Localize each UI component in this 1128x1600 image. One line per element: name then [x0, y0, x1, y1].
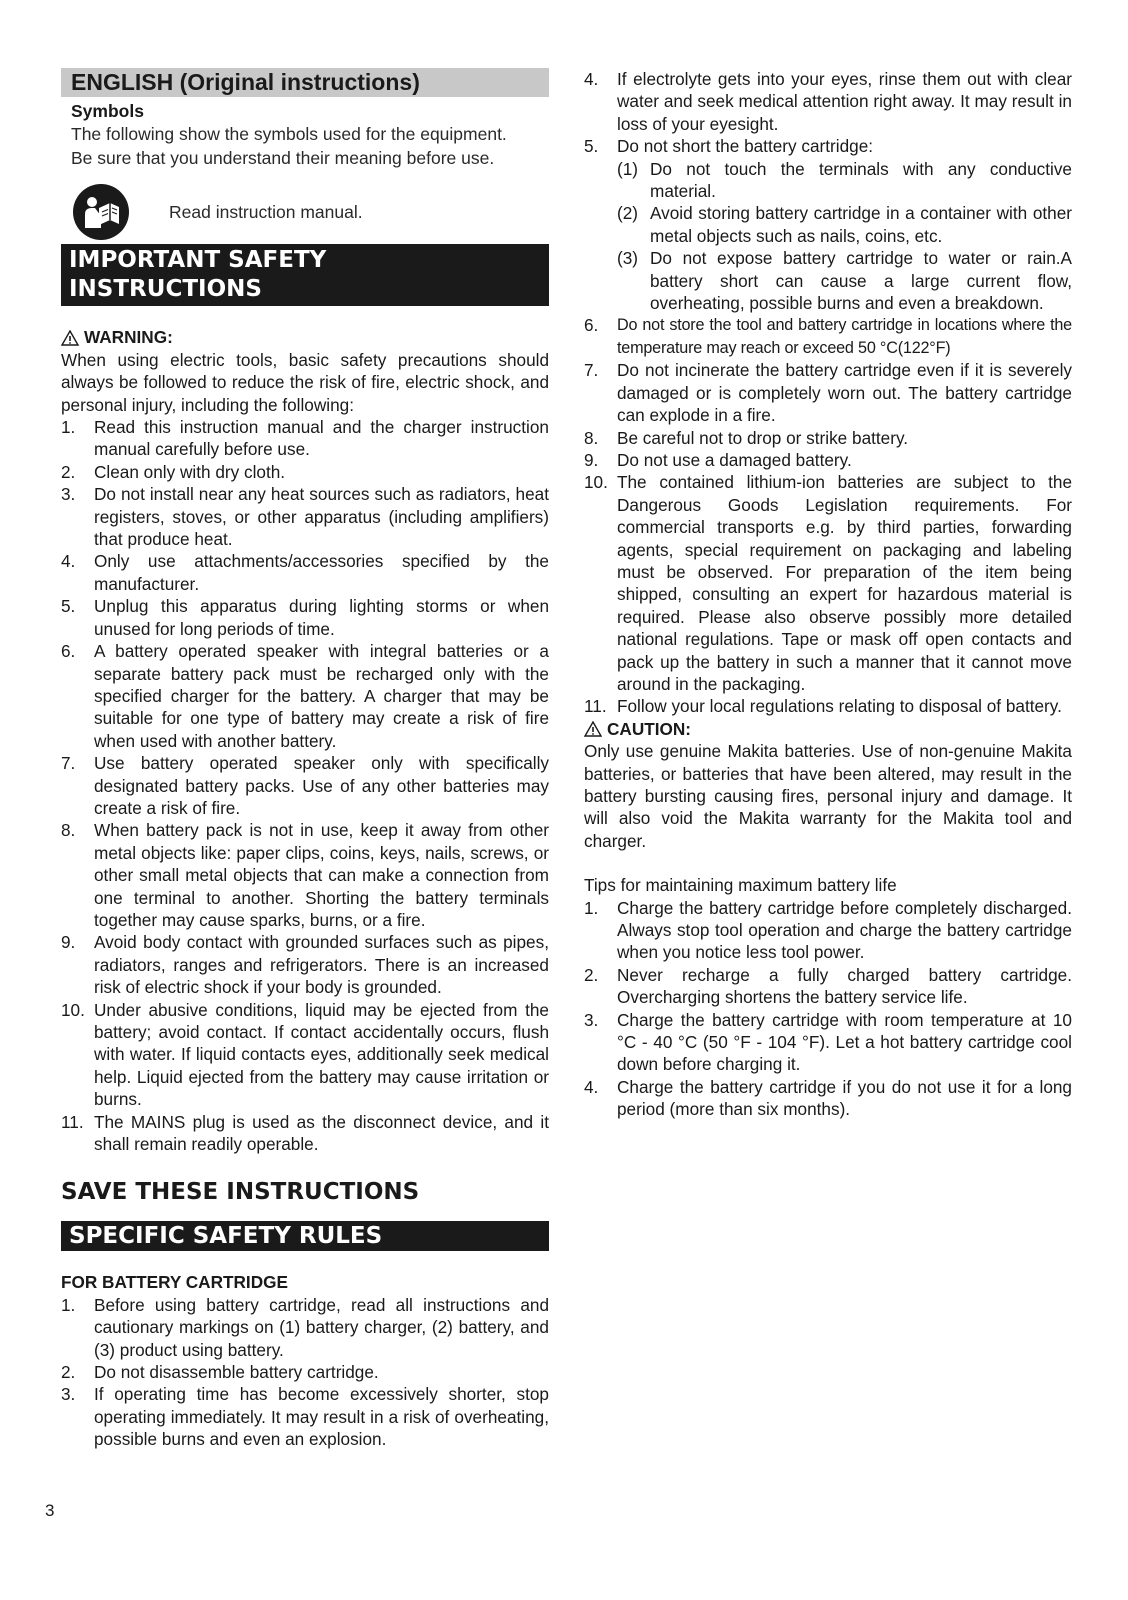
right-column: [584, 68, 1072, 1121]
warning-icon: [584, 721, 602, 737]
language-heading: ENGLISH (Original instructions): [61, 68, 549, 97]
tips-heading: Tips for maintaining maximum battery life: [584, 875, 897, 896]
list-item: 1. Read this instruction manual and the charger instruction manual carefully before use.: [61, 417, 549, 460]
list-item: 6. Do not store the tool and battery cartridge in locations where the temperature may reach or exceed 50 °C(122°F): [584, 315, 1072, 357]
symbols-heading: Symbols: [71, 101, 144, 121]
list-item: 9. Do not use a damaged battery.: [584, 449, 852, 470]
list-item: 10. Under abusive conditions, liquid may be ejected from the battery; avoid contact. If contact accidentally occurs, flush with water. If liquid contacts eyes, additionally seek medical help. Liquid ejected from the battery may cause irritation or burns.: [61, 999, 549, 1110]
save-instructions-heading: SAVE THESE INSTRUCTIONS: [61, 1179, 420, 1206]
sub-list-item: (3) Do not expose battery cartridge to water or rain.A battery short can cause a large current flow, overheating, possible burns and even a breakdown.: [617, 248, 1072, 314]
list-item: 1. Before using battery cartridge, read all instructions and cautionary markings on (1) battery charger, (2) battery, and (3) product using battery.: [61, 1294, 549, 1360]
symbols-intro-line-1: The following show the symbols used for the equipment.: [71, 124, 507, 145]
list-item: 7. Use battery operated speaker only with specifically designated battery packs. Use of any other batteries may create a risk of fire.: [61, 753, 549, 818]
warning-intro: When using electric tools, basic safety precautions should always be followed to reduce the risk of fire, electric shock, and personal injury, including the following:: [61, 349, 549, 415]
important-safety-heading: [61, 244, 549, 306]
short-rule-text: Do not short the battery cartridge:: [617, 136, 874, 157]
list-item: 5. Do not short the battery cartridge: (1) Do not touch the terminals with any conductive material. (2) Avoid storing battery cartridge in a container with other metal objects such as nails, coins, etc. (3) Do not expose battery cartridge to water or rain.A battery short can cause a large current flow, overheating, possible burns and even a breakdown.: [584, 136, 1072, 314]
list-item: 3. Do not install near any heat sources such as radiators, heat registers, stoves, or other apparatus (including amplifiers) that produce heat.: [61, 484, 549, 550]
list-item: 7. Do not incinerate the battery cartridge even if it is severely damaged or is completely worn out. The battery cartridge can explode in a fire.: [584, 360, 1072, 426]
list-item: 11. Follow your local regulations relating to disposal of battery.: [584, 696, 1062, 717]
warning-heading: [61, 326, 549, 348]
list-item: 3. Charge the battery cartridge with room temperature at 10 °C - 40 °C (50 °F - 104 °F). Let a hot battery cartridge cool down before charging it.: [584, 1009, 1072, 1075]
list-item: 10. The contained lithium-ion batteries are subject to the Dangerous Goods Legislation requirements. For commercial transports e.g. by third parties, forwarding agents, special requirement on packaging and labeling must be observed. For preparation of the item being shipped, consulting an expert for hazardous material is required. Please also observe possibly more detailed national regulations. Tape or mask off open contacts and pack up the battery in such a manner that it cannot move around in the packaging.: [584, 472, 1072, 694]
safety-heading-line-1: IMPORTANT SAFETY: [69, 247, 327, 274]
caution-text: Only use genuine Makita batteries. Use of non-genuine Makita batteries, or batteries that have been altered, may result in the battery bursting causing fires, personal injury and damage. It will also void the Makita warranty for the Makita tool and charger.: [584, 741, 1072, 851]
list-item: 4. If electrolyte gets into your eyes, rinse them out with clear water and seek medical attention right away. It may result in loss of your eyesight.: [584, 69, 1072, 134]
symbol-label: Read instruction manual.: [169, 202, 363, 223]
list-item: 4. Charge the battery cartridge if you do not use it for a long period (more than six months).: [584, 1076, 1072, 1120]
safety-heading-line-2: INSTRUCTIONS: [69, 276, 262, 303]
list-item: 6. A battery operated speaker with integral batteries or a separate battery pack must be recharged only with the specified charger for the battery. A charger that may be suitable for one type of battery may create a risk of fire when used with another battery.: [61, 641, 549, 751]
list-item: 2. Never recharge a fully charged battery cartridge. Overcharging shortens the battery service life.: [584, 964, 1072, 1008]
left-column: [61, 68, 549, 1451]
warning-label: WARNING:: [84, 327, 173, 348]
symbol-row: [61, 184, 549, 240]
list-item: 9. Avoid body contact with grounded surfaces such as pipes, radiators, ranges and refrigerators. There is an increased risk of electric shock if your body is grounded.: [61, 932, 549, 998]
read-manual-icon: [73, 184, 129, 240]
warning-icon: [61, 330, 79, 346]
list-item: 11. The MAINS plug is used as the disconnect device, and it shall remain readily operable.: [61, 1111, 549, 1155]
page-number: 3: [45, 1501, 55, 1520]
caution-label: CAUTION:: [607, 718, 692, 739]
battery-cartridge-heading: FOR BATTERY CARTRIDGE: [61, 1272, 288, 1293]
warning-list: [61, 416, 549, 1155]
list-item: 1. Charge the battery cartridge before completely discharged. Always stop tool operation and charge the battery cartridge when you notice less tool power.: [584, 897, 1072, 963]
tips-list: [584, 897, 1072, 1121]
battery-rules-list: [61, 1294, 549, 1451]
caution-heading: [584, 718, 1072, 740]
list-item: 4. Only use attachments/accessories specified by the manufacturer.: [61, 551, 549, 594]
list-item: 3. If operating time has become excessively shorter, stop operating immediately. It may result in a risk of overheating, possible burns and even an explosion.: [61, 1384, 549, 1450]
battery-rules-list-continued: [584, 68, 1072, 718]
sub-list-item: (1) Do not touch the terminals with any conductive material.: [617, 158, 1072, 202]
list-item: 5. Unplug this apparatus during lighting storms or when unused for long periods of time.: [61, 596, 549, 639]
sub-list-item: (2) Avoid storing battery cartridge in a container with other metal objects such as nails, coins, etc.: [617, 203, 1072, 246]
specific-safety-heading: SPECIFIC SAFETY RULES: [61, 1221, 549, 1251]
list-item: 8. Be careful not to drop or strike battery.: [584, 427, 909, 448]
list-item: 2. Do not disassemble battery cartridge.: [61, 1362, 379, 1383]
list-item: 2. Clean only with dry cloth.: [61, 461, 286, 482]
list-item: 8. When battery pack is not in use, keep it away from other metal objects like: paper clips, coins, keys, nails, screws, or other small metal objects that can make a connection from one terminal to another. Shorting the battery terminals together may cause sparks, burns, or a fire.: [61, 820, 549, 930]
symbols-intro-line-2: Be sure that you understand their meaning before use.: [71, 148, 495, 169]
